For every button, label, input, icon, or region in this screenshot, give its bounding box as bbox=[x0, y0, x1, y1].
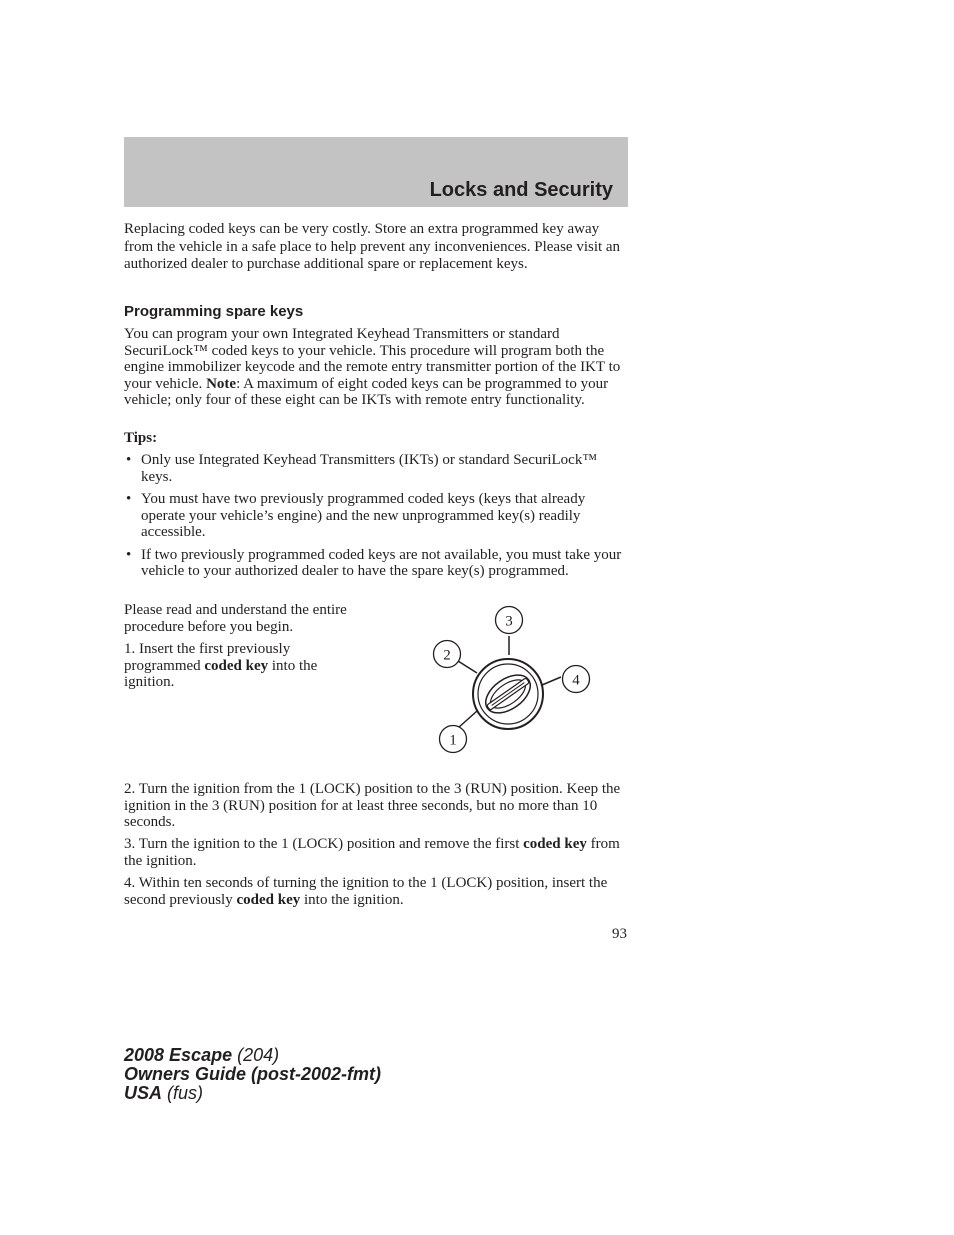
footer-market: USA bbox=[124, 1083, 163, 1103]
position-label-1: 1 bbox=[449, 732, 457, 749]
programming-text-a: You can program your own Integrated Keyhead Transmitters or standard SecuriLock™ coded keys to your vehicle. This procedure will program both the engine immobilizer keycode and the remote entry transmitter portion of the IKT to your vehicle. bbox=[124, 326, 621, 392]
page-number: 93 bbox=[612, 926, 627, 942]
position-label-4: 4 bbox=[572, 672, 580, 689]
step-1-paragraph bbox=[124, 641, 369, 691]
step-4-text-b: into the ignition. bbox=[300, 891, 404, 908]
subheading-programming-spare-keys: Programming spare keys bbox=[124, 303, 304, 320]
list-item bbox=[124, 491, 630, 541]
intro-text: Replacing coded keys can be very costly. Store an extra programmed key away from the vehicle in a safe place to help prevent any inconveniences. Please visit an authorized dealer to purchase additional spare or replacement keys. bbox=[124, 221, 621, 272]
tips-label: Tips: bbox=[124, 430, 158, 446]
position-label-2: 2 bbox=[443, 647, 451, 664]
bullet-glyph: • bbox=[126, 491, 132, 507]
section-header-band bbox=[124, 137, 628, 207]
step-4-paragraph bbox=[124, 875, 630, 908]
tips-list bbox=[124, 452, 630, 586]
note-label: Note bbox=[206, 375, 237, 392]
ignition-diagram bbox=[420, 600, 600, 760]
footer-model: 2008 Escape bbox=[124, 1045, 233, 1065]
list-item bbox=[124, 547, 630, 580]
section-title: Locks and Security bbox=[429, 179, 613, 201]
bullet-glyph: • bbox=[126, 546, 132, 563]
step-2-paragraph bbox=[124, 781, 630, 831]
leader-line-4 bbox=[542, 677, 561, 685]
programming-paragraph bbox=[124, 326, 630, 409]
step-3-paragraph bbox=[124, 836, 630, 869]
read-first-text: Please read and understand the entire procedure before you begin. bbox=[124, 602, 347, 635]
footer-line-2 bbox=[124, 1065, 381, 1084]
leader-line-1 bbox=[458, 711, 477, 728]
step-3-text-a: 3. Turn the ignition to the 1 (LOCK) position and remove the first bbox=[124, 836, 524, 852]
step-1-text-b: into the ignition. bbox=[124, 657, 318, 690]
footer-market-code: (fus) bbox=[162, 1083, 204, 1103]
step-2-text: 2. Turn the ignition from the 1 (LOCK) position to the 3 (RUN) position. Keep the ignition in the 3 (RUN) position for at least three seconds, but no more than 10 seconds. bbox=[124, 781, 621, 830]
position-label-3: 3 bbox=[505, 613, 513, 630]
tip-text: Only use Integrated Keyhead Transmitters (IKTs) or standard SecuriLock™ keys. bbox=[141, 452, 598, 485]
footer-guide: Owners Guide (post-2002-fmt) bbox=[124, 1064, 382, 1084]
step-1-bold: coded key bbox=[204, 657, 269, 674]
step-1-text-a: 1. Insert the first previously programmed bbox=[124, 641, 291, 674]
list-item bbox=[124, 452, 630, 485]
tips-heading bbox=[124, 430, 630, 447]
footer-line-3 bbox=[124, 1084, 381, 1103]
step-4-bold: coded key bbox=[236, 891, 301, 908]
leader-line-2 bbox=[458, 661, 477, 673]
step-3-bold: coded key bbox=[523, 836, 587, 852]
programming-text-b: : A maximum of eight coded keys can be programmed to your vehicle; only four of these eight can be IKTs with remote entry functionality. bbox=[124, 375, 609, 408]
document-footer bbox=[124, 1046, 381, 1103]
tip-text: If two previously programmed coded keys are not available, you must take your vehicle to your authorized dealer to have the spare key(s) programmed. bbox=[141, 546, 622, 579]
bullet-glyph: • bbox=[126, 452, 132, 468]
step-4-text-a: 4. Within ten seconds of turning the ignition to the 1 (LOCK) position, insert the second previously bbox=[124, 875, 608, 908]
footer-line-1 bbox=[124, 1046, 381, 1065]
intro-paragraph bbox=[124, 221, 630, 274]
footer-model-code: (204) bbox=[232, 1045, 280, 1065]
read-first-paragraph bbox=[124, 602, 369, 635]
tip-text: You must have two previously programmed coded keys (keys that already operate your vehicle’s engine) and the new unprogrammed key(s) readily accessible. bbox=[141, 491, 586, 540]
step-3-text-b: from the ignition. bbox=[124, 836, 620, 869]
